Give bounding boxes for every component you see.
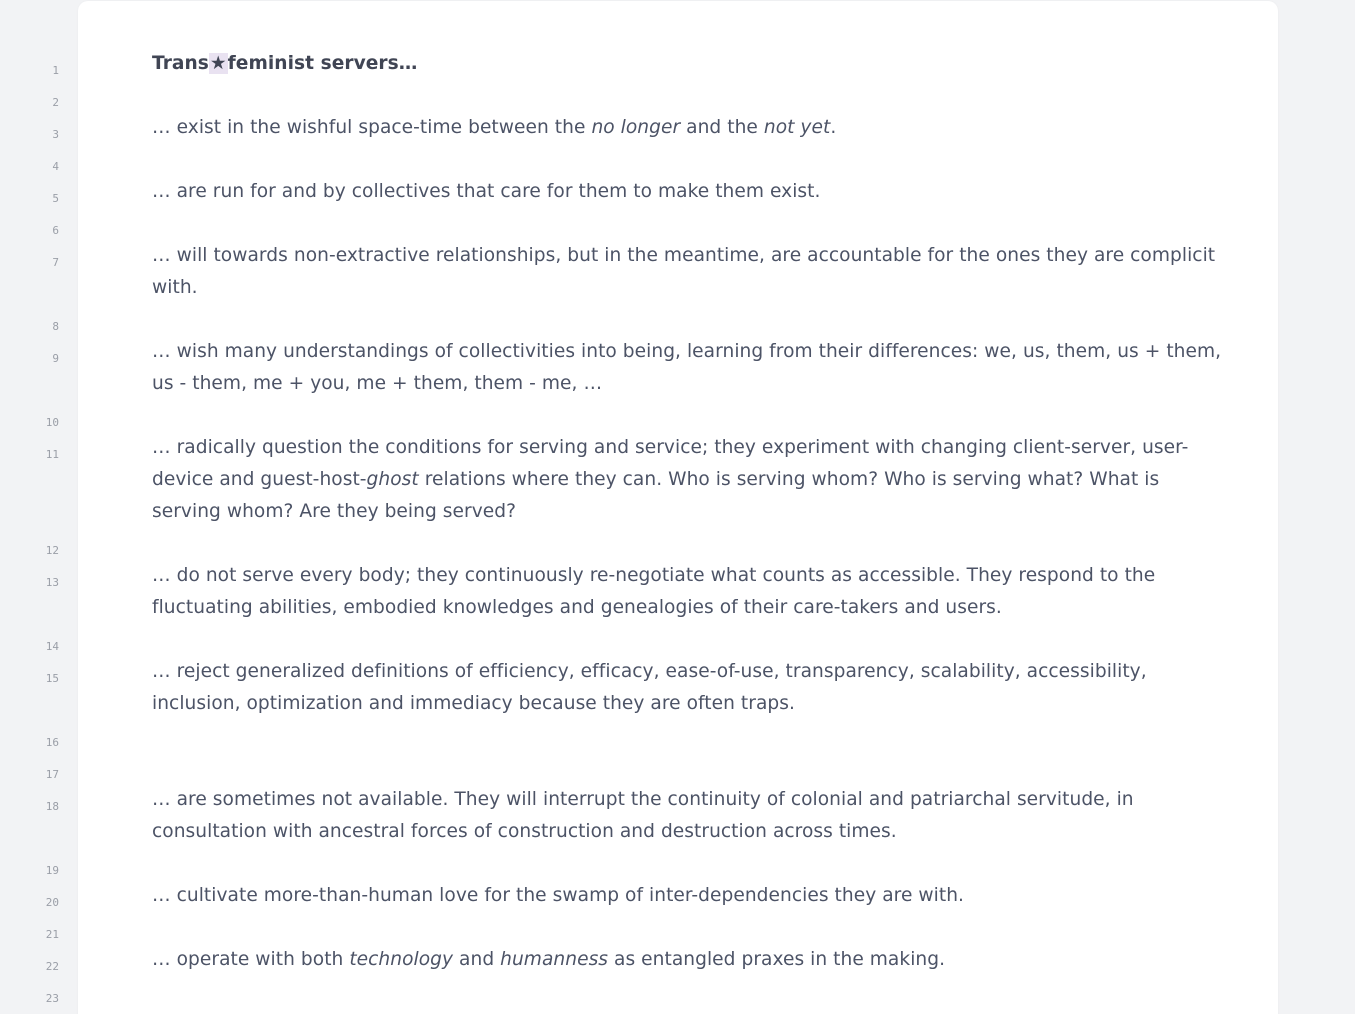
- line-number: 18: [45, 800, 59, 813]
- paragraph-5-line-2[interactable]: [152, 464, 1202, 496]
- text-run: as entangled praxes in the making.: [608, 949, 946, 970]
- line-number: 9: [52, 352, 59, 365]
- line-number: 14: [45, 640, 59, 653]
- text-run: with.: [152, 277, 198, 298]
- line-number: 16: [45, 736, 59, 749]
- line-number: 21: [45, 928, 59, 941]
- paragraph-6-line-2[interactable]: [152, 592, 1202, 624]
- text-run: … will towards non-extractive relationships, but in the meantime, are accountable for the ones they are complicit: [152, 245, 1216, 266]
- text-run: serving whom? Are they being served?: [152, 501, 517, 522]
- title-text-start: Trans: [152, 53, 209, 74]
- line-number: 2: [52, 96, 59, 109]
- text-run: relations where they can. Who is serving whom? Who is serving what? What is: [418, 469, 1160, 490]
- title-text-end: feminist servers…: [227, 53, 418, 74]
- line-number: 20: [45, 896, 59, 909]
- paragraph-3-line-1[interactable]: [152, 240, 1216, 272]
- paragraph-8-line-2[interactable]: [152, 816, 1202, 848]
- italic-run: no longer: [591, 117, 681, 138]
- text-run: and: [453, 949, 501, 970]
- paragraph-10[interactable]: [152, 944, 1202, 976]
- text-run: … operate with both: [152, 949, 350, 970]
- text-run: … reject generalized definitions of efficiency, efficacy, ease-of-use, transparency, scalability, accessibility,: [152, 661, 1147, 682]
- line-number: 11: [45, 448, 59, 461]
- line-number: 13: [45, 576, 59, 589]
- line-number: 3: [52, 128, 59, 141]
- text-run: inclusion, optimization and immediacy because they are often traps.: [152, 693, 795, 714]
- paragraph-7-line-1[interactable]: [152, 656, 1202, 688]
- text-run: consultation with ancestral forces of construction and destruction across times.: [152, 821, 897, 842]
- text-run: device and guest-host-: [152, 469, 367, 490]
- text-run: us - them, me + you, me + them, them - me, …: [152, 373, 603, 394]
- line-number: 19: [45, 864, 59, 877]
- line-number: 12: [45, 544, 59, 557]
- paragraph-3-line-2[interactable]: [152, 272, 1202, 304]
- italic-run: ghost: [366, 469, 419, 490]
- text-run: fluctuating abilities, embodied knowledges and genealogies of their care-takers and users.: [152, 597, 1002, 618]
- document-title[interactable]: [152, 48, 1202, 80]
- paragraph-5-line-1[interactable]: [152, 432, 1202, 464]
- line-number-gutter: [0, 0, 78, 1014]
- line-number: 10: [45, 416, 59, 429]
- text-run: … exist in the wishful space-time between the: [152, 117, 592, 138]
- text-run: .: [830, 117, 837, 138]
- text-run: … are sometimes not available. They will interrupt the continuity of colonial and patriarchal servitude, in: [152, 789, 1134, 810]
- line-number: 23: [45, 992, 59, 1005]
- line-number: 8: [52, 320, 59, 333]
- text-run: … wish many understandings of collectivities into being, learning from their differences: we, us, them, us + them,: [152, 341, 1222, 362]
- paragraph-4-line-1[interactable]: [152, 336, 1222, 368]
- text-run: and the: [680, 117, 764, 138]
- text-run: … are run for and by collectives that care for them to make them exist.: [152, 181, 821, 202]
- line-number: 15: [45, 672, 59, 685]
- line-number: 17: [45, 768, 59, 781]
- text-run: … radically question the conditions for serving and service; they experiment with changing client-server, user-: [152, 437, 1189, 458]
- line-number: 5: [52, 192, 59, 205]
- line-number: 4: [52, 160, 59, 173]
- text-run: … do not serve every body; they continuously re-negotiate what counts as accessible. They respond to the: [152, 565, 1156, 586]
- line-number: 1: [52, 64, 59, 77]
- paragraph-9[interactable]: [152, 880, 1202, 912]
- paragraph-6-line-1[interactable]: [152, 560, 1202, 592]
- paragraph-8-line-1[interactable]: [152, 784, 1202, 816]
- line-number: 22: [45, 960, 59, 973]
- paragraph-5-line-3[interactable]: [152, 496, 1202, 528]
- italic-run: technology: [349, 949, 454, 970]
- text-run: … cultivate more-than-human love for the swamp of inter-dependencies they are with.: [152, 885, 965, 906]
- star-icon: ★: [209, 53, 227, 74]
- paragraph-4-line-2[interactable]: [152, 368, 1202, 400]
- italic-run: humanness: [500, 949, 609, 970]
- line-number: 7: [52, 256, 59, 269]
- italic-run: not yet: [763, 117, 831, 138]
- paragraph-2[interactable]: [152, 176, 1202, 208]
- line-number: 6: [52, 224, 59, 237]
- paragraph-7-line-2[interactable]: [152, 688, 1202, 720]
- paragraph-1[interactable]: [152, 112, 1202, 144]
